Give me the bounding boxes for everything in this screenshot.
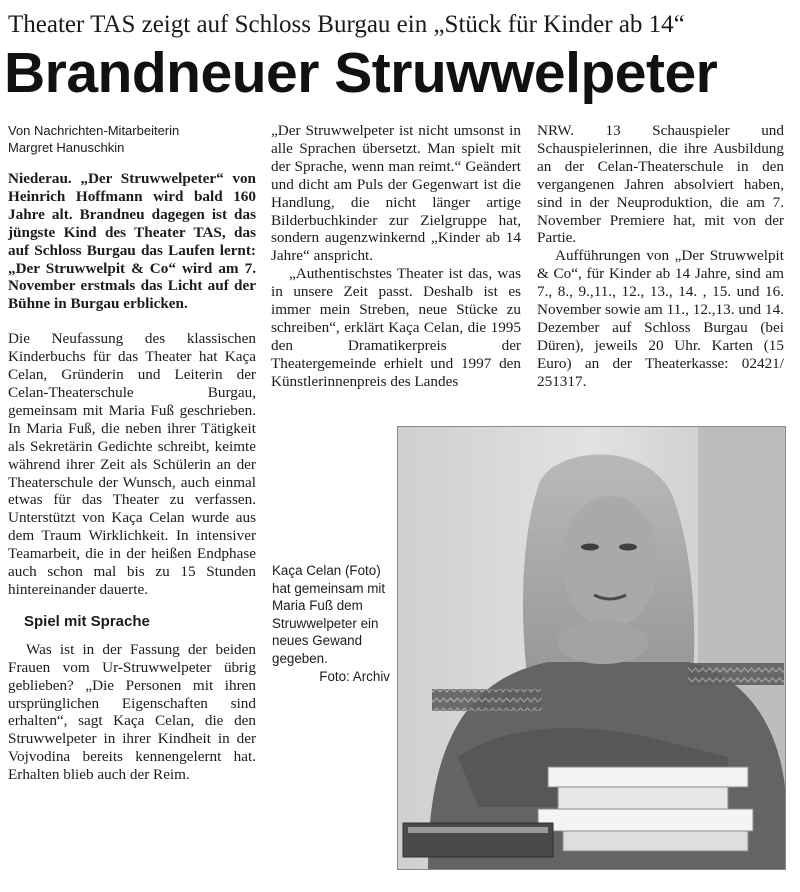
article-paragraph: Aufführungen von „Der Struwwelpit & Co“, für Kinder ab 14 Jahre, sind am 7., 8., 9.,11., 12., 13., 14. , 15. und 16. November sowie am 11., 12.,13. und 14. Dezember auf Schloss Burgau (bei Düren), jeweils 20 Uhr. Karten (15 Euro) an der Theaterkasse: 02421/ 251317.: [537, 247, 784, 390]
left-eye: [581, 544, 599, 551]
hand: [557, 620, 649, 664]
photo-credit: Foto: Archiv: [319, 668, 390, 684]
photo-caption: [272, 562, 390, 685]
book-stack-4: [563, 831, 748, 851]
caption-text: Kaça Celan (Foto) hat gemeinsam mit Maria Fuß dem Struwwelpeter ein neues Gewand gegeben.: [272, 563, 386, 666]
article-paragraph: Was ist in der Fassung der beiden Frauen vom Ur-Struwwelpeter übrig geblieben? „Die Personen mit ihren ursprünglichen Eigenschaften sind erhalten“, sagt Kaça Celan, die den Struwwelpeter in ihrer Kindheit in der Vojvodina bereits kennengelernt hat. Erhalten blieb auch der Reim.: [8, 640, 256, 784]
article-lead: Niederau. „Der Struwwelpeter“ von Heinrich Hoffmann wird bald 160 Jahre alt. Brandneu dagegen ist das jüngste Kind des Theater TAS, das auf Schloss Burgau das Laufen lernt: „Der Struwwelpit & Co“ wird am 7. November erstmals das Licht auf der Bühne in Burgau erblicken.: [8, 170, 256, 313]
portrait-photo: [397, 426, 786, 870]
article-column-2: [271, 122, 521, 391]
article-paragraph: NRW. 13 Schauspieler und Schauspielerinnen, die ihre Ausbildung an der Celan-Theaterschule in den vergangenen Jahren absolviert haben, sind in der Neuproduktion, die am 7. November Premiere hat, mit von der Partie.: [537, 122, 784, 247]
article-column-1: [8, 122, 256, 784]
book-left-pages: [408, 827, 548, 833]
sweater-pattern-right: [688, 663, 784, 685]
byline: [8, 122, 256, 156]
article-paragraph: „Authentischstes Theater ist das, was in unsere Zeit passt. Deshalb ist es immer mein Streben, neue Stücke zu schreiben“, erklärt Kaça Celan, die 1995 den Dramatikerpreis der Theatergemeinde erhielt und 1997 den Künstlerinnenpreis des Landes: [271, 265, 521, 390]
portrait-photo-illustration: [398, 427, 785, 869]
byline-line-1: Von Nachrichten-Mitarbeiterin: [8, 123, 180, 138]
article-paragraph: Die Neufassung des klassischen Kinderbuchs für das Theater hat Kaça Celan, Gründerin und Leiterin der Celan-Theaterschule Burgau, gemeinsam mit Maria Fuß geschrieben. In Maria Fuß, die neben ihrer Tätigkeit als Sekretärin Gedichte schreibt, keimte während ihrer Zeit als Schülerin an der Theaterschule der Wunsch, auch einmal etwas für das Theater zu verfassen. Unterstützt von Kaça Celan wurde aus dem Traum Wirklichkeit. In intensiver Teamarbeit, die in der heißen Endphase auch schon mal bis zu 15 Stunden hintereinander dauerte.: [8, 330, 256, 598]
book-stack-1: [548, 767, 748, 787]
article-column-3: [537, 122, 784, 391]
sweater-pattern-left: [432, 689, 542, 711]
book-stack-2: [558, 787, 728, 809]
article-paragraph: „Der Struwwelpeter ist nicht umsonst in alle Sprachen übersetzt. Man spielt mit der Sprache, wenn man reimt.“ Geändert und dicht am Puls der Gegenwart ist die Handlung, die nicht länger artige Bilderbuchkinder zur Zielgruppe hat, sondern augenzwinkernd „Kinder ab 14 Jahre“ anspricht.: [271, 122, 521, 265]
byline-author: Margret Hanuschkin: [8, 140, 125, 155]
article-headline: Brandneuer Struwwelpeter: [4, 41, 718, 105]
book-stack-3: [538, 809, 753, 831]
article-kicker: Theater TAS zeigt auf Schloss Burgau ein „Stück für Kinder ab 14“: [8, 11, 685, 38]
right-eye: [619, 544, 637, 551]
face: [562, 496, 658, 628]
article-subhead: Spiel mit Sprache: [24, 612, 150, 630]
